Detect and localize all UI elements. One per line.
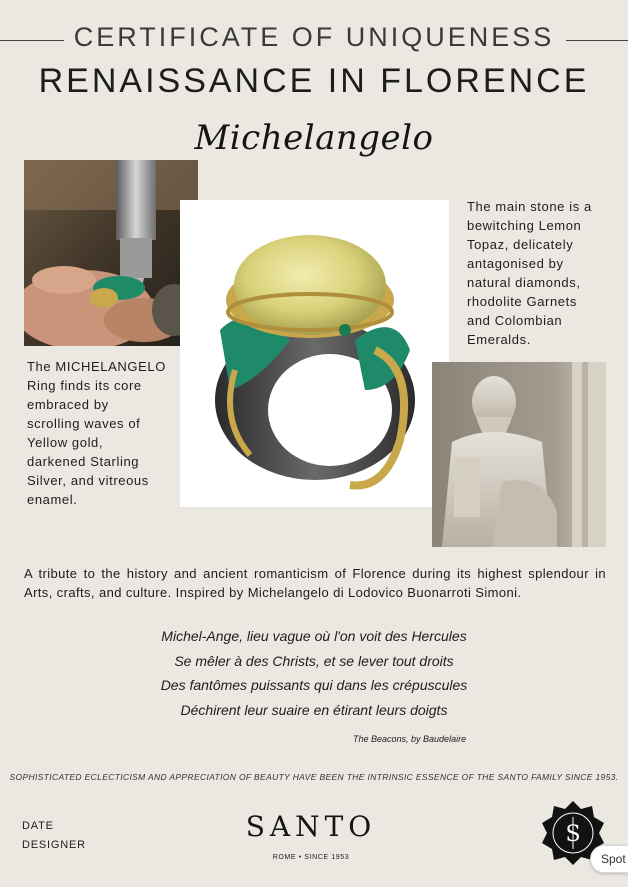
ring-line: darkened Starling: [27, 454, 140, 469]
stone-line: antagonised by: [467, 256, 564, 271]
ring-line: embraced by: [27, 397, 109, 412]
ring-line: Yellow gold,: [27, 435, 104, 450]
ring-photo: [180, 200, 449, 507]
brand-subtitle: ROME • SINCE 1953: [272, 854, 350, 861]
ring-line: enamel.: [27, 492, 78, 507]
ring-description: [27, 357, 177, 509]
workshop-photo: [24, 160, 198, 346]
ring-line: scrolling waves of: [27, 416, 141, 431]
ring-line: Ring finds its core: [27, 378, 142, 393]
designer-label: DESIGNER: [22, 839, 86, 851]
poem-line: Michel-Ange, lieu vague où l'on voit des Hercules: [161, 628, 467, 644]
poem-line: Déchirent leur suaire en étirant leurs doigts: [180, 701, 448, 718]
stone-line: rhodolite Garnets: [467, 294, 577, 309]
stone-line: and Colombian: [467, 313, 563, 328]
poem: [0, 624, 628, 722]
date-label: DATE: [22, 820, 54, 832]
ring-line: Silver, and vitreous: [27, 473, 149, 488]
page-title: RENAISSANCE IN FLORENCE: [38, 62, 590, 100]
poem-line: Se mêler à des Christs, et se lever tout droits: [174, 652, 454, 669]
moses-statue-photo: [432, 362, 606, 547]
brand-tagline: SOPHISTICATED ECLECTICISM AND APPRECIATION OF BEAUTY HAVE BEEN THE INTRINSIC ESSENCE OF THE SANTO FAMILY SINCE 1953.: [9, 772, 619, 782]
ring-line: The MICHELANGELO: [27, 359, 166, 374]
tribute-paragraph: A tribute to the history and ancient romanticism of Florence during its highest splendour in Arts, crafts, and culture. Inspired by Michelangelo di Lodovico Buonarroti Simoni.: [24, 566, 606, 600]
brand-logo: SANTO: [245, 810, 377, 843]
poem-attribution: The Beacons, by Baudelaire: [353, 734, 467, 744]
poem-line: Des fantômes puissants qui dans les crépuscules: [160, 677, 468, 693]
stone-line: natural diamonds,: [467, 275, 581, 290]
stone-line: bewitching Lemon: [467, 218, 582, 233]
stone-line: The main stone is a: [467, 199, 592, 214]
stone-description: [467, 197, 607, 349]
certificate-title: CERTIFICATE OF UNIQUENESS: [73, 22, 555, 52]
spot-button[interactable]: Spot: [590, 845, 628, 873]
stone-line: Emeralds.: [467, 332, 531, 347]
stone-line: Topaz, delicately: [467, 237, 574, 252]
seal-letter: S: [565, 822, 581, 847]
signature-michelangelo: Michelangelo: [194, 118, 434, 158]
